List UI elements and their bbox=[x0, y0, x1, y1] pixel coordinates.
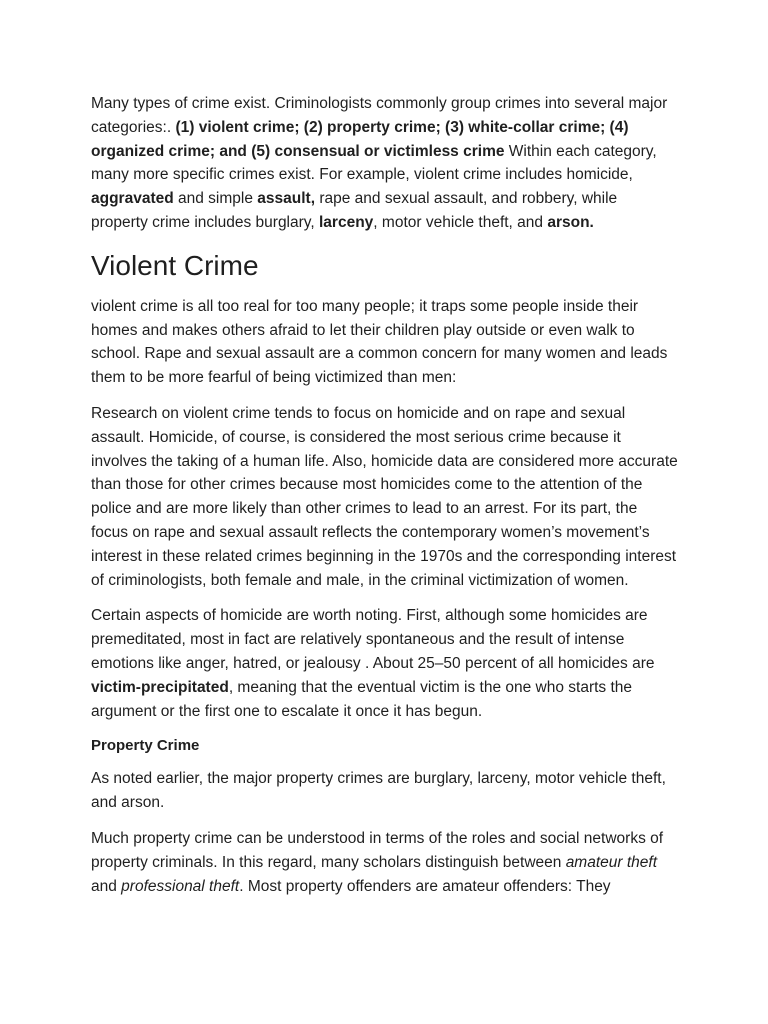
violent-paragraph-2: Research on violent crime tends to focus on homicide and on rape and sexual assault. Homicide, of course, is considered the most serious crime because it involves the taking of a human life. Also, homicide data are considered more accurate than those for other crimes because most homicides come to the attention of the police and are more likely than other crimes to lead to an arrest. For its part, the focus on rape and sexual assault reflects the contemporary women’s movement’s interest in these related crimes beginning in the 1970s and the corresponding interest of criminologists, both female and male, in the criminal victimization of women. bbox=[91, 404, 678, 589]
violent-crime-heading: Violent Crime bbox=[91, 249, 259, 281]
intro-arson-bold: arson. bbox=[547, 213, 594, 231]
intro-aggravated-bold: aggravated bbox=[91, 190, 174, 208]
professional-theft-italic: professional theft bbox=[121, 877, 240, 895]
intro-text-2: Within each category, many more specific crimes exist. For example, violent crime includes homicide, bbox=[91, 142, 657, 184]
homicide-text-1: Certain aspects of homicide are worth noting. First, although some homicides are premeditated, most in fact are relatively spontaneous and the result of intense emotions like anger, hatred, or jealousy . About 25–50 percent of all homicides are bbox=[91, 607, 655, 672]
intro-paragraph bbox=[91, 92, 678, 235]
property-paragraph-2 bbox=[91, 827, 678, 898]
intro-categories-bold: (1) violent crime; (2) property crime; (3) white-collar crime; (4) organized crime; and (5) consensual or victimless crime bbox=[91, 118, 629, 160]
property-text-2: and bbox=[91, 877, 122, 895]
homicide-paragraph bbox=[91, 604, 678, 723]
intro-larceny-bold: larceny bbox=[319, 213, 374, 231]
intro-text-1: Many types of crime exist. Criminologists commonly group crimes into several major categories:. bbox=[91, 95, 668, 136]
victim-precipitated-bold: victim-precipitated bbox=[91, 678, 229, 696]
property-text-1: Much property crime can be understood in terms of the roles and social networks of property criminals. In this regard, many scholars distinguish between bbox=[91, 829, 664, 871]
intro-text-5: , motor vehicle theft, and bbox=[373, 213, 548, 231]
intro-text-3: and simple bbox=[173, 190, 258, 208]
amateur-theft-italic: amateur theft bbox=[565, 853, 658, 871]
violent-paragraph-1: violent crime is all too real for too many people; it traps some people inside their homes and makes others afraid to let their children play outside or even walk to school. Rape and sexual assault are a common concern for many women and leads them to be more fearful of being victimized than men: bbox=[91, 297, 668, 387]
intro-assault-bold: assault, bbox=[257, 190, 316, 208]
property-paragraph-1: As noted earlier, the major property crimes are burglary, larceny, motor vehicle theft, and arson. bbox=[91, 770, 666, 812]
property-text-3: . Most property offenders are amateur offenders: They bbox=[239, 877, 611, 895]
intro-text-4: rape and sexual assault, and robbery, while property crime includes burglary, bbox=[91, 190, 618, 231]
homicide-text-2: , meaning that the eventual victim is the one who starts the argument or the first one to escalate it once it has begun. bbox=[91, 678, 633, 720]
property-crime-heading: Property Crime bbox=[91, 737, 200, 755]
